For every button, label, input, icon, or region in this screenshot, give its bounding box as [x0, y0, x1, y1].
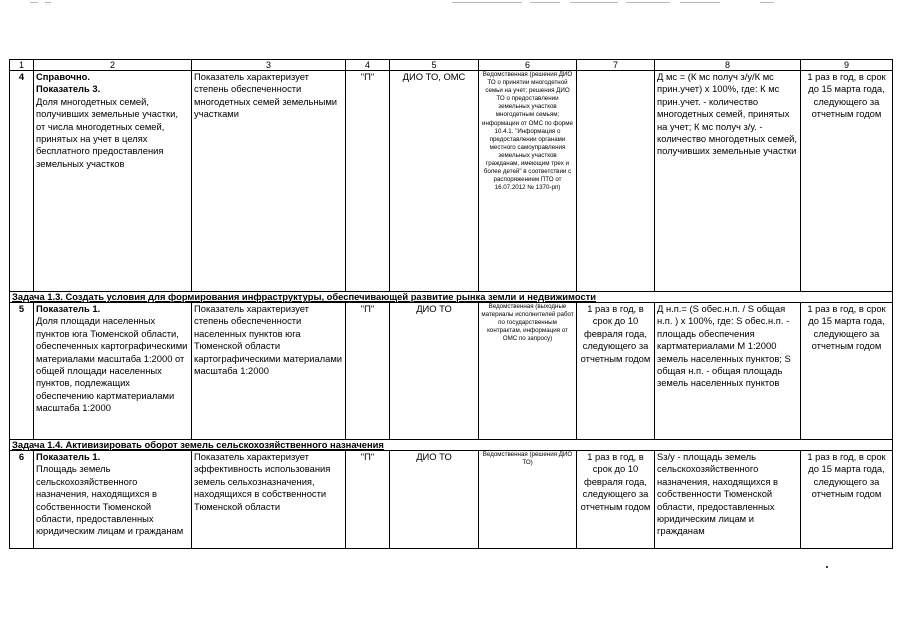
column-number: 6: [479, 60, 577, 71]
calculation-method: Д мс = (К мс получ з/у/К мс прин.учет) х 100%, где: К мс прин.учет. - количество многодетных семей, принятых на учет; К мс получ з/у. - количество многодетных семей, получивших земельные участки: [655, 71, 801, 292]
reporting-period: 1 раз в год, в срок до 15 марта года, следующего за отчетным годом: [801, 71, 893, 292]
column-number: 3: [192, 60, 346, 71]
calculation-method: Д н.п.= (S обес.н.п. / S общая н.п. ) х 100%, где: S обес.н.п. - площадь обеспечения картматериалами М 1:2000 земель населенных пунктов; S общая н.п. - общая площадь земель населенных пунктов: [655, 303, 801, 440]
indicator-description: Площадь земель сельскохозяйственного назначения, находящихся в собственности Тюменской области, предоставленных юридическим лицам и гражданам: [36, 463, 184, 537]
indicator-characteristic: Показатель характеризует степень обеспеченности многодетных семей земельными участками: [192, 71, 346, 292]
data-source: Ведомственная (решения ДИО ТО): [479, 451, 577, 549]
indicator-name-cell: [34, 71, 192, 292]
responsible-body: ДИО ТО: [390, 303, 479, 440]
indicator-label: Показатель 1.: [36, 303, 101, 314]
indicator-characteristic: Показатель характеризует эффективность использования земель сельхозназначения, находящихся в собственности Тюменской области: [192, 451, 346, 549]
indicator-characteristic: Показатель характеризует степень обеспеченности населенных пунктов юга Тюменской области картографическими материалами масштаба 1:2000: [192, 303, 346, 440]
column-number: 4: [346, 60, 390, 71]
indicator-note: Справочно.: [36, 71, 90, 82]
indicator-type: "П": [346, 71, 390, 292]
data-deadline: 1 раз в год, в срок до 10 февраля года, следующего за отчетным годом: [577, 303, 655, 440]
column-number: 2: [34, 60, 192, 71]
indicator-label: Показатель 3.: [36, 83, 101, 95]
indicators-table: [9, 59, 893, 549]
data-deadline: 1 раз в год, в срок до 10 февраля года, следующего за отчетным годом: [577, 451, 655, 549]
column-numbers-row: [10, 60, 893, 71]
responsible-body: ДИО ТО, ОМС: [390, 71, 479, 292]
column-number: 1: [10, 60, 34, 71]
row-number: 6: [10, 451, 34, 549]
faint-header-marks: [0, 0, 905, 10]
reporting-period: 1 раз в год, в срок до 15 марта года, следующего за отчетным годом: [801, 303, 893, 440]
column-number: 8: [655, 60, 801, 71]
task-row: [10, 292, 893, 303]
data-deadline: [577, 71, 655, 292]
task-row: [10, 440, 893, 451]
column-number: 5: [390, 60, 479, 71]
column-number: 9: [801, 60, 893, 71]
indicator-name-cell: [34, 451, 192, 549]
indicator-description: Доля площади населенных пунктов юга Тюменской области, обеспеченных картографическими материалами масштаба 1:2000 от общей площади населенных пунктов, подлежащих обеспечению картматериалами масштаба 1:2000: [36, 315, 188, 414]
indicator-type: "П": [346, 303, 390, 440]
table-row: [10, 303, 893, 440]
table-row: [10, 71, 893, 292]
data-source: Ведомственная (решения ДИО ТО о принятии многодетной семьи на учет; решения ДИО ТО о предоставлении земельных участков многодетным семьям; информации от ОМС по форме 10.4.1. "Информация о предоставлении органами местного самоуправления земельных участков гражданам, имеющим трех и более детей" в соответствии с распоряжением ПТО от 16.07.2012 № 1370-рп): [479, 71, 577, 292]
row-number: 4: [10, 71, 34, 292]
reporting-period: 1 раз в год, в срок до 15 марта года, следующего за отчетным годом: [801, 451, 893, 549]
row-number: 5: [10, 303, 34, 440]
speck-dot: [826, 566, 828, 568]
table-row: [10, 451, 893, 549]
indicator-label: Показатель 1.: [36, 451, 101, 462]
indicator-type: "П": [346, 451, 390, 549]
calculation-method: Sз/у - площадь земель сельскохозяйственного назначения, находящихся в собственности Тюменской области, предоставленных юридическим лицам и гражданам: [655, 451, 801, 549]
task-heading: Задача 1.3. Создать условия для формирования инфраструктуры, обеспечивающей развитие рынка земли и недвижимости: [10, 292, 893, 303]
column-number: 7: [577, 60, 655, 71]
responsible-body: ДИО ТО: [390, 451, 479, 549]
task-heading: Задача 1.4. Активизировать оборот земель сельскохозяйственного назначения: [10, 440, 893, 451]
indicator-description: Доля многодетных семей, получивших земельные участки, от числа многодетных семей, принятых на учет в целях бесплатного предоставления земельных участков: [36, 95, 178, 169]
data-source: Ведомственная (выходные материалы исполнителей работ по государственным контрактам, информация от ОМС по запросу): [479, 303, 577, 440]
indicator-name-cell: [34, 303, 192, 440]
